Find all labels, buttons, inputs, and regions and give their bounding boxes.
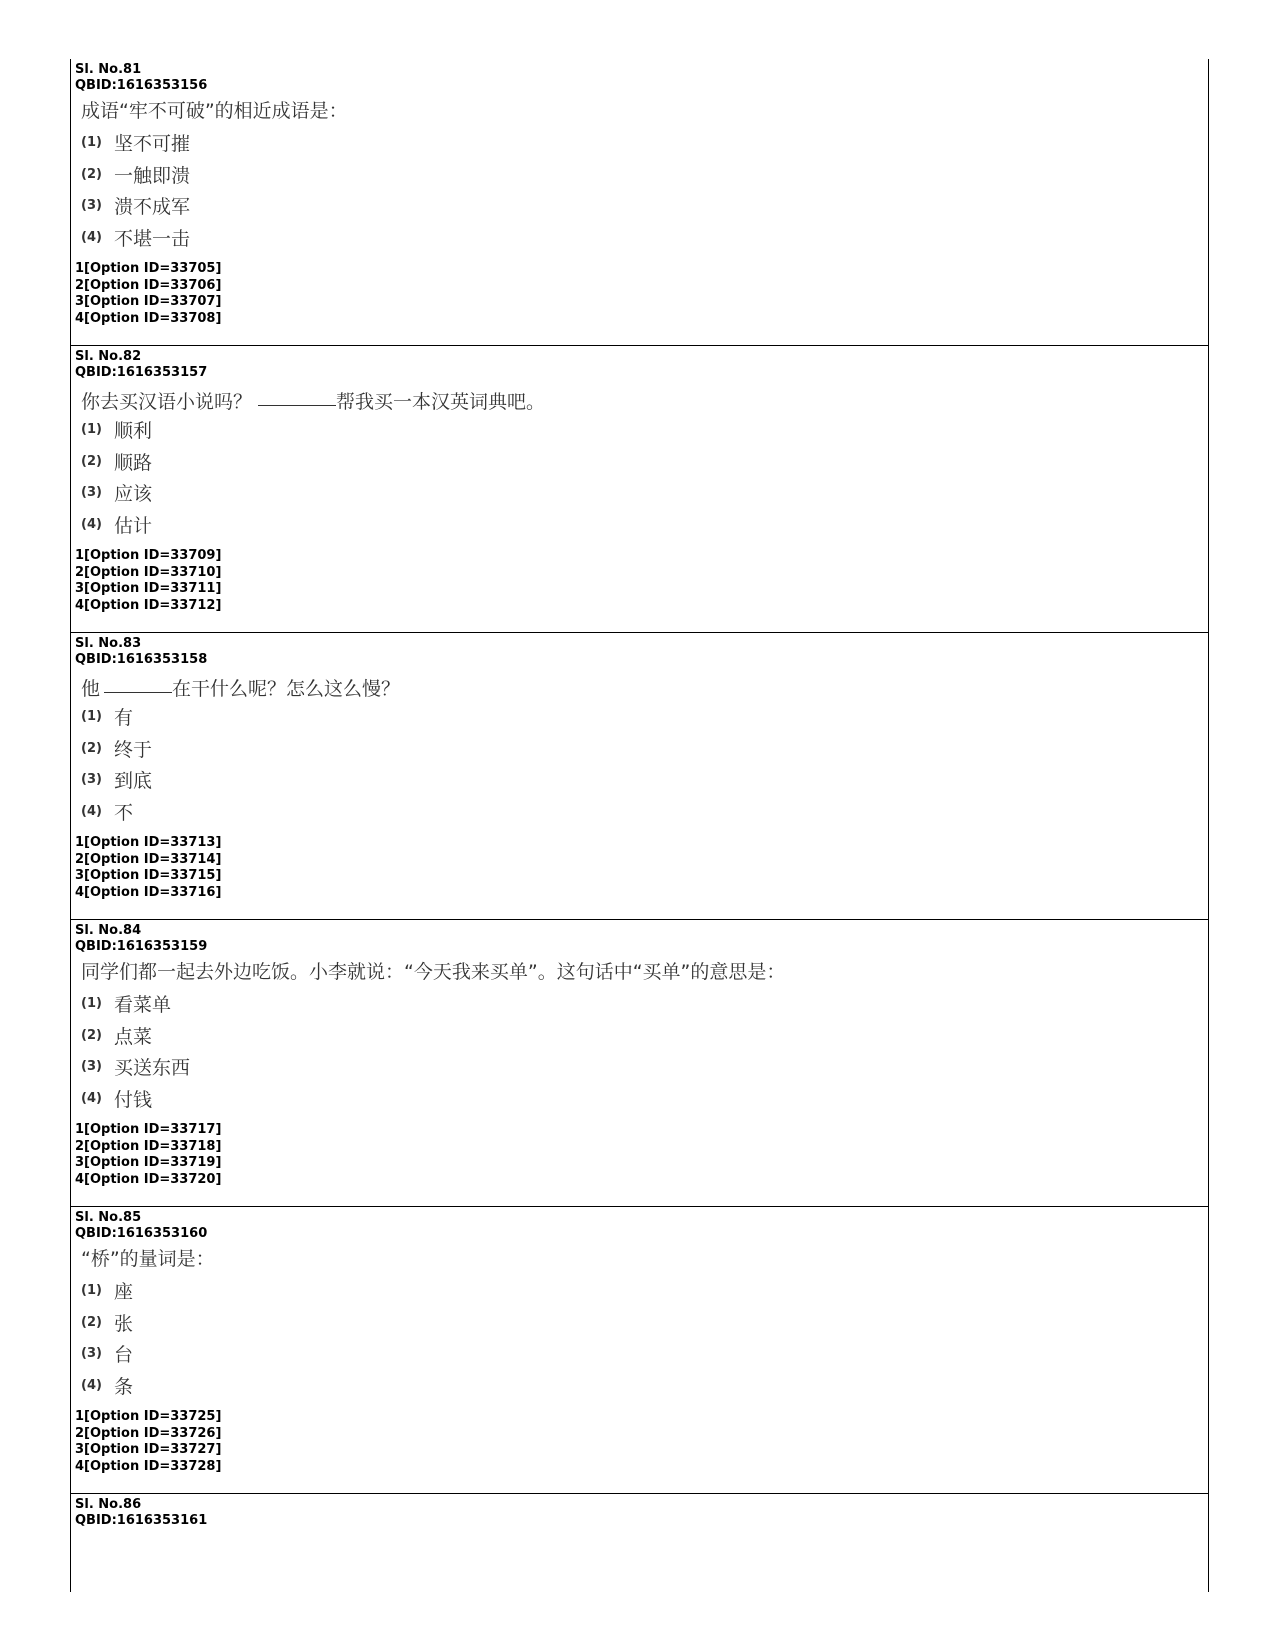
question-sheet xyxy=(70,59,1209,1592)
qbid: QBID:1616353157 xyxy=(75,365,208,380)
option-1 xyxy=(81,988,1208,1020)
option-number: (4) xyxy=(81,803,102,819)
option-3 xyxy=(81,190,1208,222)
option-id: 3[Option ID=33719] xyxy=(75,1155,222,1170)
option-text: 溃不成军 xyxy=(114,196,191,219)
option-1 xyxy=(81,127,1208,159)
serial-number: Sl. No.83 xyxy=(75,636,142,651)
option-id-list xyxy=(75,1409,1208,1475)
serial-number: Sl. No.85 xyxy=(75,1210,142,1225)
option-number: (3) xyxy=(81,198,102,214)
serial-number: Sl. No.82 xyxy=(75,349,142,364)
question-block-86 xyxy=(71,1494,1208,1594)
answer-blank xyxy=(258,383,336,406)
option-id: 2[Option ID=33706] xyxy=(75,277,222,293)
question-text-part: 你去买汉语小说吗？ xyxy=(81,391,253,413)
question-text xyxy=(81,96,1208,127)
option-number: (1) xyxy=(81,1283,102,1299)
option-number: (4) xyxy=(81,1377,102,1393)
option-text: 终于 xyxy=(114,738,153,761)
option-id-list xyxy=(75,548,1208,614)
option-text: 台 xyxy=(114,1344,134,1367)
option-text: 估计 xyxy=(114,514,153,537)
option-id: 2[Option ID=33710] xyxy=(75,564,222,580)
option-text: 买送东西 xyxy=(114,1057,191,1080)
option-text: 有 xyxy=(114,707,134,730)
option-number: (1) xyxy=(81,709,102,725)
qbid: QBID:1616353156 xyxy=(75,78,208,93)
option-number: (2) xyxy=(81,1314,102,1330)
option-2 xyxy=(81,1020,1208,1052)
serial-number: Sl. No.86 xyxy=(75,1497,142,1512)
answer-blank xyxy=(104,670,172,693)
option-id: 1[Option ID=33705] xyxy=(75,261,222,276)
option-number: (3) xyxy=(81,1346,102,1362)
option-1 xyxy=(81,1275,1208,1307)
option-3 xyxy=(81,477,1208,509)
question-block-83 xyxy=(71,633,1208,920)
option-2 xyxy=(81,1307,1208,1339)
option-text: 不堪一击 xyxy=(114,227,191,250)
question-text xyxy=(81,670,1208,701)
option-number: (4) xyxy=(81,1090,102,1106)
question-block-81 xyxy=(71,59,1208,346)
option-text: 座 xyxy=(114,1281,134,1304)
option-id: 1[Option ID=33713] xyxy=(75,835,222,850)
qbid: QBID:1616353161 xyxy=(75,1513,208,1528)
option-text: 坚不可摧 xyxy=(114,133,191,156)
option-3 xyxy=(81,1338,1208,1370)
option-1 xyxy=(81,701,1208,733)
question-text xyxy=(81,1244,1208,1275)
option-number: (3) xyxy=(81,772,102,788)
question-text-part: 成语“牢不可破”的相近成语是： xyxy=(81,100,348,122)
option-number: (1) xyxy=(81,996,102,1012)
question-text-part: “桥”的量词是： xyxy=(81,1248,215,1270)
option-number: (1) xyxy=(81,135,102,151)
option-id-list xyxy=(75,261,1208,327)
qbid: QBID:1616353158 xyxy=(75,652,208,667)
option-id: 3[Option ID=33707] xyxy=(75,294,222,309)
option-number: (2) xyxy=(81,166,102,182)
option-id-list xyxy=(75,1122,1208,1188)
option-4 xyxy=(81,1370,1208,1402)
option-id: 2[Option ID=33726] xyxy=(75,1425,222,1441)
option-id: 1[Option ID=33725] xyxy=(75,1409,222,1424)
option-text: 条 xyxy=(114,1375,134,1398)
option-4 xyxy=(81,222,1208,254)
option-number: (3) xyxy=(81,485,102,501)
option-text: 点菜 xyxy=(114,1025,153,1048)
option-id: 4[Option ID=33720] xyxy=(75,1171,222,1187)
question-text-part: 在干什么呢？怎么这么慢？ xyxy=(172,678,401,700)
option-number: (2) xyxy=(81,740,102,756)
option-4 xyxy=(81,1083,1208,1115)
option-number: (1) xyxy=(81,422,102,438)
option-1 xyxy=(81,414,1208,446)
question-text xyxy=(81,957,1208,988)
option-text: 不 xyxy=(114,801,134,824)
option-text: 看菜单 xyxy=(114,994,172,1017)
option-id: 4[Option ID=33712] xyxy=(75,597,222,613)
option-id-list xyxy=(75,835,1208,901)
qbid: QBID:1616353159 xyxy=(75,939,208,954)
option-text: 应该 xyxy=(114,483,153,506)
option-number: (4) xyxy=(81,516,102,532)
option-id: 2[Option ID=33718] xyxy=(75,1138,222,1154)
option-3 xyxy=(81,764,1208,796)
question-text-part: 他 xyxy=(81,678,101,700)
option-id: 4[Option ID=33728] xyxy=(75,1458,222,1474)
option-number: (2) xyxy=(81,1027,102,1043)
option-text: 顺路 xyxy=(114,451,153,474)
option-id: 3[Option ID=33727] xyxy=(75,1442,222,1457)
option-2 xyxy=(81,733,1208,765)
question-block-85 xyxy=(71,1207,1208,1494)
option-2 xyxy=(81,159,1208,191)
serial-number: Sl. No.84 xyxy=(75,923,142,938)
option-number: (2) xyxy=(81,453,102,469)
option-number: (3) xyxy=(81,1059,102,1075)
option-4 xyxy=(81,796,1208,828)
option-3 xyxy=(81,1051,1208,1083)
option-text: 顺利 xyxy=(114,420,153,443)
option-text: 付钱 xyxy=(114,1088,153,1111)
option-id: 3[Option ID=33715] xyxy=(75,868,222,883)
option-4 xyxy=(81,509,1208,541)
option-id: 1[Option ID=33709] xyxy=(75,548,222,563)
option-id: 4[Option ID=33708] xyxy=(75,310,222,326)
serial-number: Sl. No.81 xyxy=(75,62,142,77)
option-2 xyxy=(81,446,1208,478)
question-text xyxy=(81,383,1208,414)
option-id: 1[Option ID=33717] xyxy=(75,1122,222,1137)
question-block-82 xyxy=(71,346,1208,633)
option-text: 到底 xyxy=(114,770,153,793)
option-id: 3[Option ID=33711] xyxy=(75,581,222,596)
qbid: QBID:1616353160 xyxy=(75,1226,208,1241)
option-id: 2[Option ID=33714] xyxy=(75,851,222,867)
option-number: (4) xyxy=(81,229,102,245)
option-text: 张 xyxy=(114,1312,134,1335)
question-text-part: 同学们都一起去外边吃饭。小李就说：“今天我来买单”。这句话中“买单”的意思是： xyxy=(81,961,786,983)
option-id: 4[Option ID=33716] xyxy=(75,884,222,900)
question-block-84 xyxy=(71,920,1208,1207)
option-text: 一触即溃 xyxy=(114,164,191,187)
question-text-part: 帮我买一本汉英词典吧。 xyxy=(336,391,546,413)
